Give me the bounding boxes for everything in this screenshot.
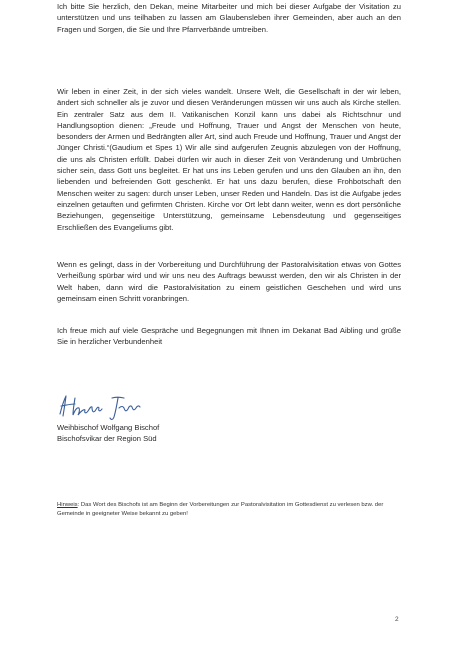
page-number: 2	[395, 616, 399, 623]
handwritten-signature	[57, 392, 147, 422]
signer-title: Bischofsvikar der Region Süd	[57, 434, 157, 444]
signature-block	[57, 422, 159, 445]
paragraph-3: Wenn es gelingt, dass in der Vorbereitung und Durchführung der Pastoralvisitation etwas von Gottes Verheißung spürbar wird und wir uns neu des Auftrags bewusst werden, den wir als Christen in der Welt haben, dann wird die Pastoralvisitation zu einem geistlichen Geschehen und wird uns gemeinsam einen Schritt voranbringen.	[57, 260, 401, 303]
paragraph-1: Ich bitte Sie herzlich, den Dekan, meine Mitarbeiter und mich bei dieser Aufgabe der Visitation zu unterstützen und uns teilhaben zu lassen am Glaubensleben ihrer Gemeinden, aber auch an den Fragen und Sorgen, die Sie und Ihre Pfarrverbände umtreiben.	[57, 2, 401, 34]
note	[57, 501, 403, 518]
signer-name: Weihbischof Wolfgang Bischof	[57, 423, 160, 432]
paragraph-2: Wir leben in einer Zeit, in der sich vieles wandelt. Unsere Welt, die Gesellschaft in der wir leben, ändert sich schneller als je zuvor und diesen Veränderungen müssen wir uns auch als Kirche stellen. Ein zentraler Satz aus dem II. Vatikanischen Konzil kann uns dabei als Richtschnur und Handlungsoption dienen: „Freude und Hoffnung, Trauer und Angst der Menschen von heute, besonders der Armen und Bedrängten aller Art, sind auch Freude und Hoffnung, Trauer und Angst der Jünger Christi.“(Gaudium et Spes 1) Wir alle sind aufgerufen Zeugnis abzulegen von der Hoffnung, die uns als Christen erfüllt. Dabei dürfen wir auch in dieser Zeit von Veränderung und Umbrüchen sicher sein, dass Gott uns begleitet. Er hat uns ins Leben gerufen und uns den Glauben an ihn, den liebenden und befreienden Gott geschenkt. Er hat uns dazu berufen, diese Frohbotschaft den Menschen weiter zu sagen: durch unser Leben, unser Reden und Handeln. Das ist die Aufgabe jedes einzelnen getauften und gefirmten Christen. Kirche vor Ort lebt dann weiter, wenn es dort persönliche Beziehungen, gegenseitige Unterstützung, gemeinsame Lebensdeutung und gegenseitiges Erschließen des Evangeliums gibt.	[57, 87, 401, 232]
note-label: Hinweis	[57, 502, 78, 508]
note-text: : Das Wort des Bischofs ist am Beginn der Vorbereitungen zur Pastoralvisitation im Gottesdienst zu verlesen bzw. der Gemeinde in geeigneter Weise bekannt zu geben!	[57, 502, 384, 517]
paragraph-4: Ich freue mich auf viele Gespräche und Begegnungen mit Ihnen im Dekanat Bad Aibling und grüße Sie in herzlicher Verbundenheit	[57, 326, 401, 347]
